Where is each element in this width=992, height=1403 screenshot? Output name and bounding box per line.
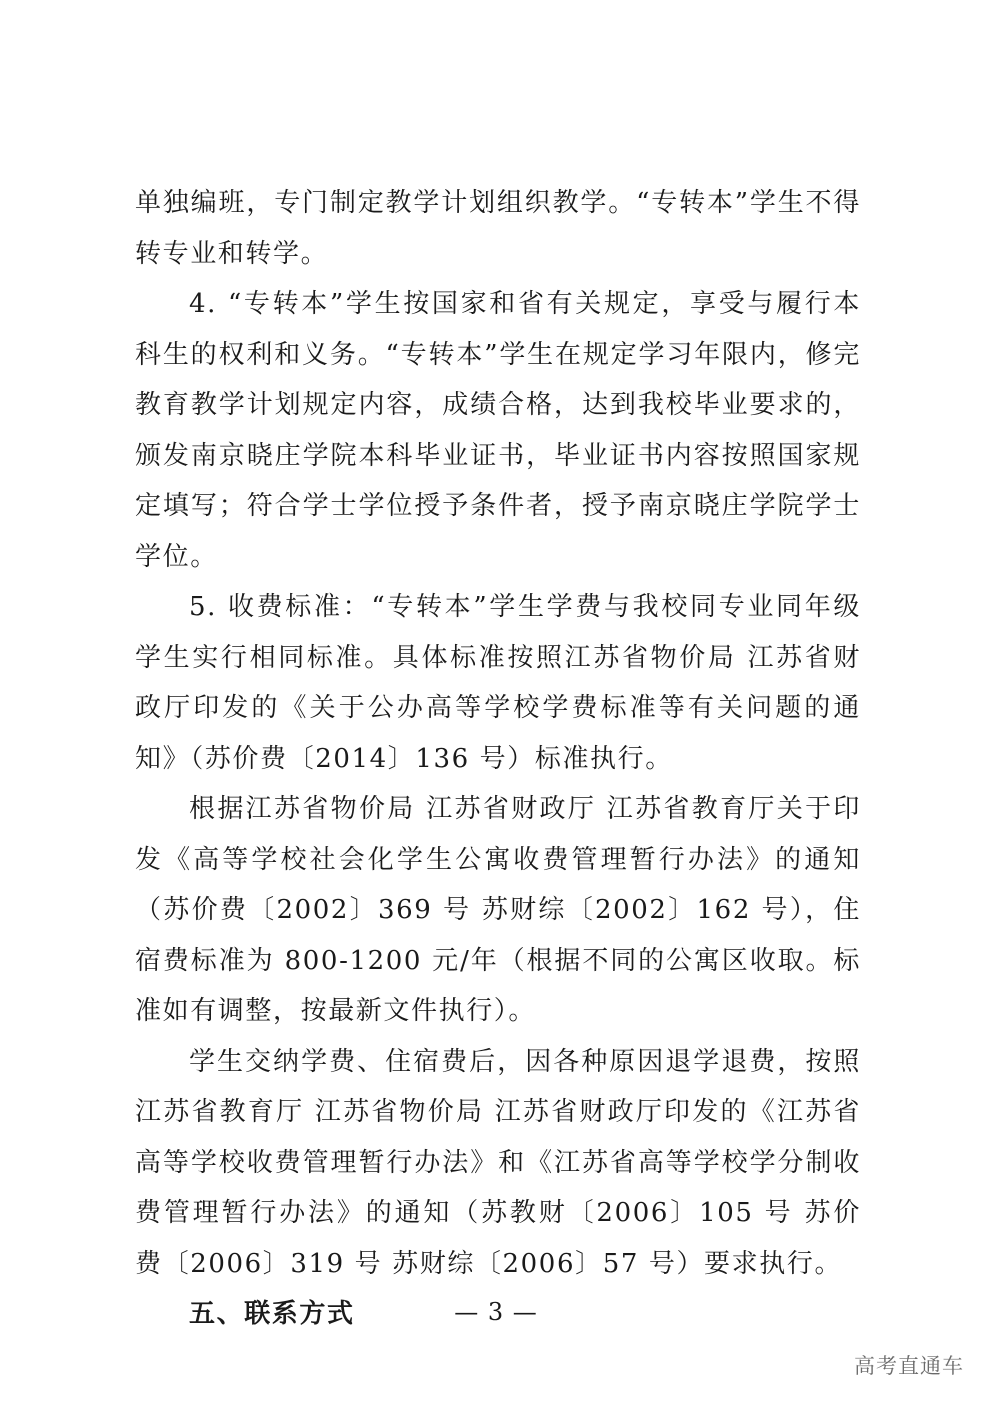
paragraph-refund-policy: 学生交纳学费、住宿费后，因各种原因退学退费，按照江苏省教育厅 江苏省物价局 江苏省财政厅印发的《江苏省高等学校收费管理暂行办法》和《江苏省高等学校学分制收费管理暂行办法》的通知（苏教财〔2006〕105 号 苏价费〔2006〕319 号 苏财综〔2006〕57 号）要求执行。 (135, 1046, 861, 1279)
watermark: 高考直通车 (854, 1354, 964, 1378)
paragraph-item-4: 4. “专转本”学生按国家和省有关规定，享受与履行本科生的权利和义务。“专转本”学生在规定学习年限内，修完教育教学计划规定内容，成绩合格，达到我校毕业要求的，颁发南京晓庄学院本科毕业证书，毕业证书内容按照国家规定填写；符合学士学位授予条件者，授予南京晓庄学院学士学位。 (135, 289, 861, 572)
paragraph-accommodation-fees: 根据江苏省物价局 江苏省财政厅 江苏省教育厅关于印发《高等学校社会化学生公寓收费管理暂行办法》的通知（苏价费〔2002〕369 号 苏财综〔2002〕162 号），住宿费标准为 800-1200 元/年（根据不同的公寓区收取。标准如有调整，按最新文件执行）。 (135, 794, 861, 1026)
paragraph-item-5-fees: 5. 收费标准：“专转本”学生学费与我校同专业同年级学生实行相同标准。具体标准按照江苏省物价局 江苏省财政厅印发的《关于公办高等学校学费标准等有关问题的通知》（苏价费〔2014〕136 号）标准执行。 (135, 592, 861, 774)
paragraph-continuation: 单独编班，专门制定教学计划组织教学。“专转本”学生不得转专业和转学。 (135, 188, 861, 269)
page-number: — 3 — (454, 1298, 538, 1326)
section-heading-contact: 五、联系方式 (189, 1299, 355, 1329)
document-body (135, 178, 861, 1340)
